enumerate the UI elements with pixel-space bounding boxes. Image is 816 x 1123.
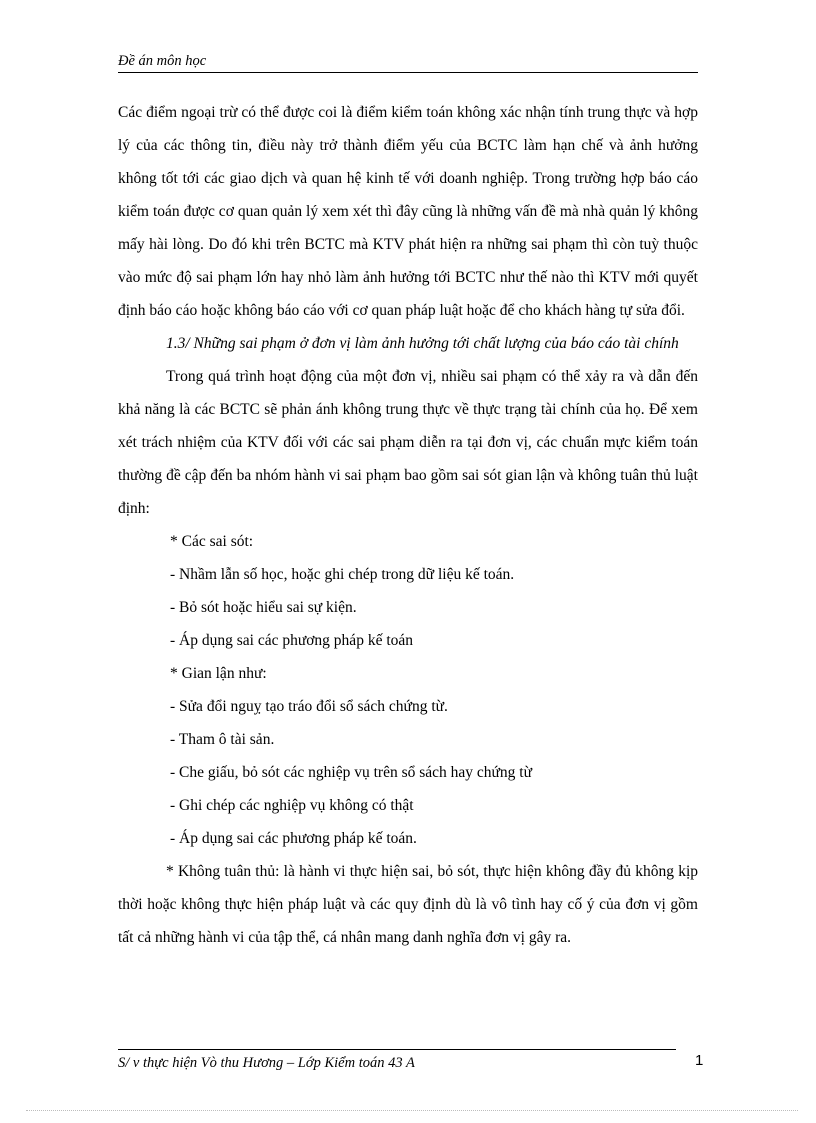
list-item: - Nhầm lẫn số học, hoặc ghi chép trong dữ liệu kế toán. xyxy=(170,566,515,583)
document-body xyxy=(118,96,698,954)
footer-author: S/ v thực hiện Vò thu Hương – Lớp Kiểm toán 43 A xyxy=(118,1055,415,1071)
paragraph-violations: Trong quá trình hoạt động của một đơn vị, nhiều sai phạm có thể xảy ra và dẫn đến khả năng là các BCTC sẽ phản ánh không trung thực về thực trạng tài chính của họ. Để xem xét trách nhiệm của KTV đối với các sai phạm diễn ra tại đơn vị, các chuẩn mực kiểm toán thường đề cập đến ba nhóm hành vi sai phạm bao gồm sai sót gian lận và không tuân thủ luật định: xyxy=(118,368,698,517)
fraud-heading: * Gian lận như: xyxy=(170,665,267,682)
intro-paragraph: Các điểm ngoại trừ có thể được coi là điểm kiểm toán không xác nhận tính trung thực và hợp lý của các thông tin, điều này trở thành điểm yếu của BCTC làm hạn chế và ảnh hưởng không tốt tới các giao dịch và quan hệ kinh tế với doanh nghiệp. Trong trường hợp báo cáo kiểm toán được cơ quan quản lý xem xét thì đây cũng là những vấn đề mà nhà quản lý không mấy hài lòng. Do đó khi trên BCTC mà KTV phát hiện ra những sai phạm thì còn tuỳ thuộc vào mức độ sai phạm lớn hay nhỏ làm ảnh hưởng tới BCTC như thế nào thì KTV mới quyết định báo cáo hoặc không báo cáo với cơ quan pháp luật hoặc để cho khách hàng tự sửa đổi. xyxy=(118,104,698,319)
header-title: Đề án môn học xyxy=(118,53,207,69)
list-item: - Che giấu, bỏ sót các nghiệp vụ trên sổ sách hay chứng từ xyxy=(170,764,533,781)
page-number: 1 xyxy=(695,1052,704,1069)
page-header xyxy=(118,52,698,73)
list-item: - Sửa đổi nguỵ tạo tráo đổi sổ sách chứng từ. xyxy=(170,698,448,715)
list-item: - Tham ô tài sản. xyxy=(170,731,275,748)
list-item: - Áp dụng sai các phương pháp kế toán. xyxy=(170,830,417,847)
list-item: - Áp dụng sai các phương pháp kế toán xyxy=(170,632,414,649)
noncompliance-paragraph: * Không tuân thủ: là hành vi thực hiện sai, bỏ sót, thực hiện không đầy đủ không kịp thời hoặc không thực hiện pháp luật và các quy định dù là vô tình hay cố ý của đơn vị gồm tất cả những hành vi của tập thể, cá nhân mang danh nghĩa đơn vị gây ra. xyxy=(118,863,698,946)
footer-divider xyxy=(118,1049,676,1050)
section-heading: 1.3/ Những sai phạm ở đơn vị làm ảnh hưởng tới chất lượng của báo cáo tài chính xyxy=(166,335,679,352)
page-bottom-edge xyxy=(26,1110,798,1111)
list-item: - Bỏ sót hoặc hiểu sai sự kiện. xyxy=(170,599,357,616)
errors-heading: * Các sai sót: xyxy=(170,533,254,550)
list-item: - Ghi chép các nghiệp vụ không có thật xyxy=(170,797,414,814)
